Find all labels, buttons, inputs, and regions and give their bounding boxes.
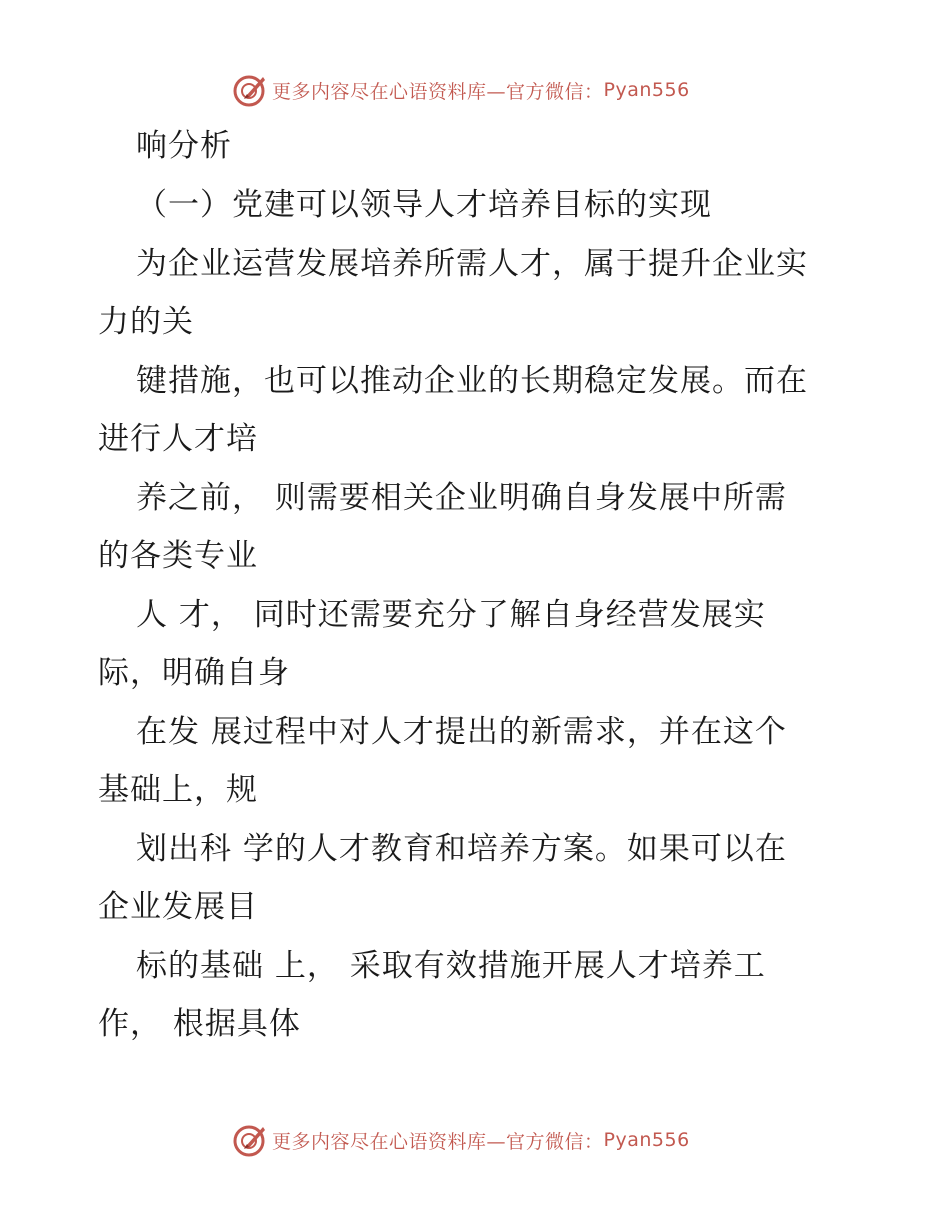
body-line: 际，明确自身 <box>98 655 290 691</box>
body-line: 标的基础 上， 采取有效措施开展人才培养工 <box>136 948 766 984</box>
body-line: 在发 展过程中对人才提出的新需求，并在这个 <box>136 714 787 750</box>
body-line: 的各类专业 <box>98 538 258 574</box>
body-line: 基础上，规 <box>98 772 258 808</box>
body-line: 企业发展目 <box>98 889 258 925</box>
body-line: 为企业运营发展培养所需人才，属于提升企业实 <box>136 246 808 282</box>
body-line: 进行人才培 <box>98 421 258 457</box>
body-line: 人 才， 同时还需要充分了解自身经营发展实 <box>136 597 766 633</box>
body-line: 力的关 <box>98 304 194 340</box>
watermark-account: Pyan556 <box>603 79 690 101</box>
body-line: 养之前， 则需要相关企业明确自身发展中所需 <box>136 480 787 516</box>
watermark-footer <box>232 1120 752 1160</box>
body-line: 作， 根据具体 <box>98 1006 301 1042</box>
watermark-header <box>232 70 752 110</box>
body-line: 划出科 学的人才教育和培养方案。如果可以在 <box>136 831 787 867</box>
body-line: 键措施，也可以推动企业的长期稳定发展。而在 <box>136 363 808 399</box>
section-heading: （一）党建可以领导人才培养目标的实现 <box>136 187 712 223</box>
watermark-text: 更多内容尽在心语资料库—官方微信： <box>272 80 604 103</box>
watermark-account: Pyan556 <box>603 1129 690 1151</box>
body-line: 响分析 <box>136 128 232 164</box>
quill-logo-icon <box>232 72 268 108</box>
quill-logo-icon <box>232 1122 268 1158</box>
watermark-text: 更多内容尽在心语资料库—官方微信： <box>272 1130 604 1153</box>
